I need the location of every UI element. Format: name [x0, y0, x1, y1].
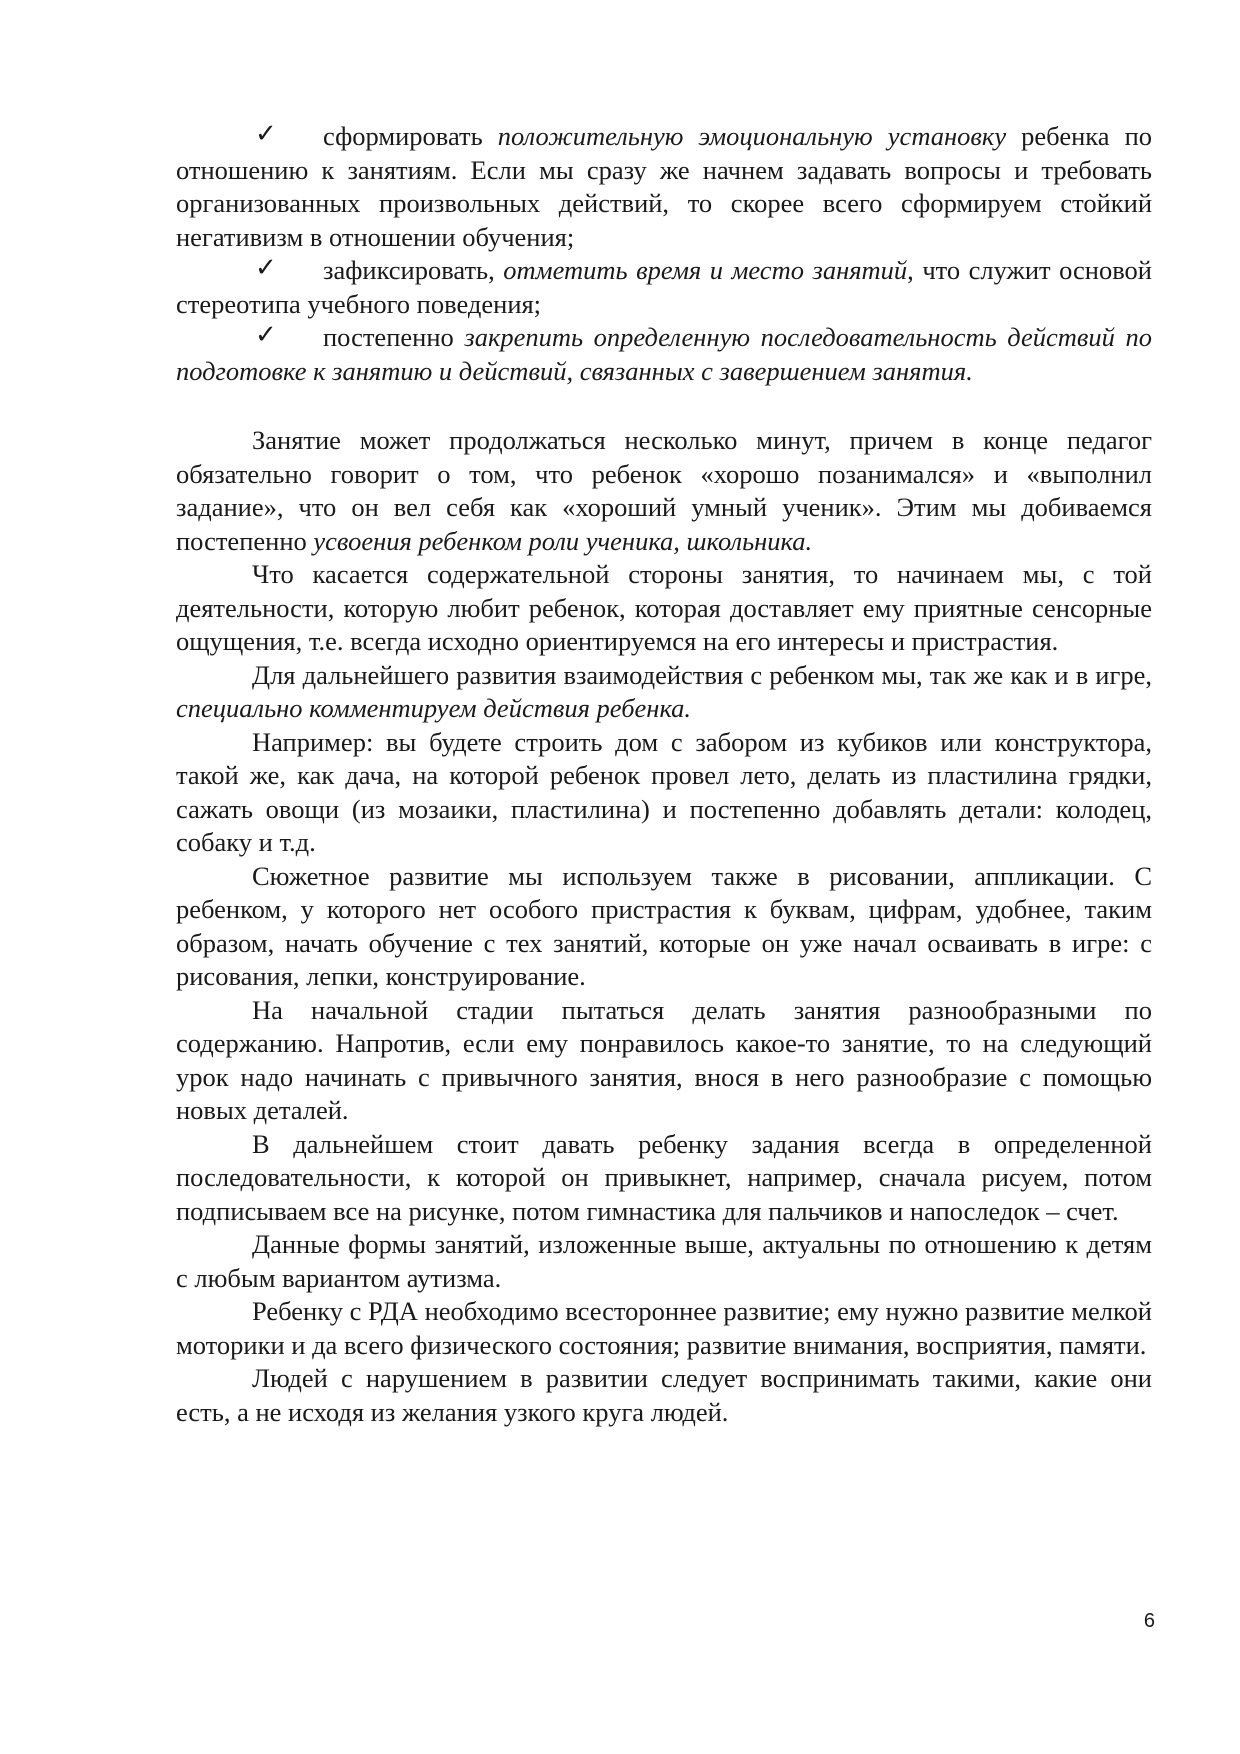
bullet-emphasis: отметить время и место занятий — [503, 255, 908, 285]
paragraph-emphasis: усвоения ребенком роли ученика, школьника. — [313, 525, 813, 556]
paragraph-text: Ребенку с РДА необходимо всестороннее развитие; ему нужно развитие мелкой моторики и да всего физического состояния; развитие внимания, восприятия, памяти. — [176, 1296, 1152, 1360]
bullet-item — [176, 120, 1152, 254]
check-mark-icon: ✓ — [255, 119, 277, 149]
bullet-list — [176, 120, 1152, 388]
paragraph — [176, 659, 1152, 726]
paragraph-text: В дальнейшем стоит давать ребенку задания всегда в определенной последовательности, к которой он привыкнет, например, сначала рисуем, потом подписываем все на рисунке, потом гимнастика для пальчиков и напоследок – счет. — [176, 1128, 1152, 1226]
check-mark-icon: ✓ — [255, 320, 277, 350]
paragraph — [176, 860, 1152, 994]
paragraph — [176, 1228, 1152, 1295]
paragraph-text: Сюжетное развитие мы используем также в рисовании, аппликации. С ребенком, у которого нет особого пристрастия к буквам, цифрам, удобнее, таким образом, начать обучение с тех занятий, которые он уже начал осваивать в игре: с рисования, лепки, конструирование. — [176, 860, 1152, 991]
bullet-item — [176, 321, 1152, 388]
paragraph — [176, 726, 1152, 860]
spacer — [176, 388, 1152, 424]
check-mark-icon: ✓ — [255, 253, 277, 283]
paragraph-text: Например: вы будете строить дом с забором из кубиков или конструктора, такой же, как дача, на которой ребенок провел лето, делать из пластилина грядки, сажать овощи (из мозаики, пластилина) и постепенно добавлять детали: колодец, собаку и т.д. — [176, 726, 1152, 857]
paragraph-text: Для дальнейшего развития взаимодействия с ребенком мы, так же как и в игре, — [252, 659, 1152, 690]
bullet-lead: зафиксировать, — [323, 255, 504, 285]
page-body — [176, 120, 1152, 1429]
paragraph — [176, 994, 1152, 1128]
paragraph — [176, 558, 1152, 659]
page-number: 6 — [1143, 1610, 1155, 1632]
bullet-emphasis: положительную эмоциональную установку — [497, 121, 1007, 151]
paragraph-text: На начальной стадии пытаться делать занятия разнообразными по содержанию. Напротив, если ему понравилось какое-то занятие, то на следующий урок надо начинать с привычного занятия, внося в него разнообразие с помощью новых деталей. — [176, 994, 1152, 1125]
paragraph — [176, 1362, 1152, 1429]
paragraph-text: Данные формы занятий, изложенные выше, актуальны по отношению к детям с любым вариантом аутизма. — [176, 1229, 1152, 1293]
paragraph — [176, 424, 1152, 558]
bullet-emphasis: закрепить определенную последовательность действий по подготовке к занятию и действий, связанных с завершением занятия. — [176, 322, 1152, 386]
paragraph — [176, 1128, 1152, 1229]
bullet-lead: сформировать — [323, 121, 498, 151]
bullet-tail: , что служит основой стереотипа учебного поведения; — [176, 255, 1152, 319]
paragraph-text: Людей с нарушением в развитии следует воспринимать такими, какие они есть, а не исходя из желания узкого круга людей. — [176, 1363, 1152, 1427]
paragraph-emphasis: специально комментируем действия ребенка. — [176, 693, 692, 723]
paragraph — [176, 1295, 1152, 1362]
bullet-tail: ребенка по отношению к занятиям. Если мы сразу же начнем задавать вопросы и требовать организованных произвольных действий, то скорее всего сформируем стойкий негативизм в отношении обучения; — [176, 121, 1153, 252]
bullet-item — [176, 254, 1152, 321]
bullet-lead: постепенно — [323, 322, 465, 352]
paragraph-text: Что касается содержательной стороны занятия, то начинаем мы, с той деятельности, которую любит ребенок, которая доставляет ему приятные сенсорные ощущения, т.е. всегда исходно ориентируемся на его интересы и пристрастия. — [176, 559, 1152, 656]
paragraph-text: Занятие может продолжаться несколько минут, причем в конце педагог обязательно говорит о том, что ребенок «хорошо позанимался» и «выполнил задание», что он вел себя как «хороший умный ученик». Этим мы добиваемся постепенно — [176, 425, 1152, 556]
